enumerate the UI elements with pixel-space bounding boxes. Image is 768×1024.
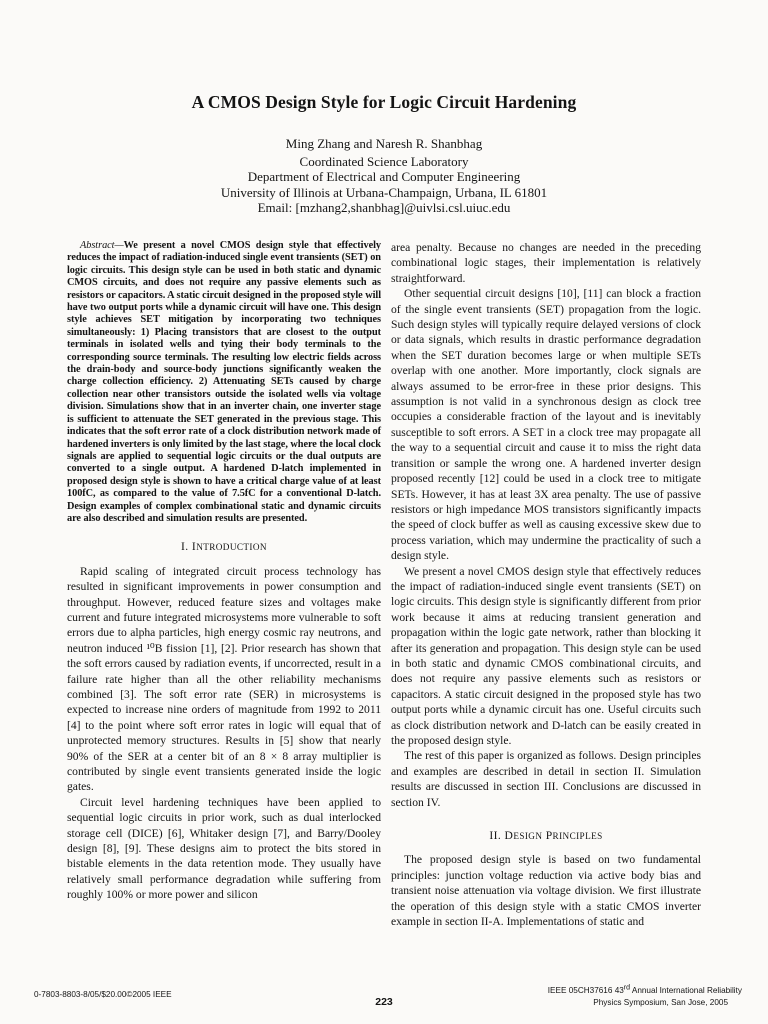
author-names: Ming Zhang and Naresh R. Shanbhag <box>285 136 483 151</box>
paragraph: The proposed design style is based on two fundamental principles: junction voltage reduction via active body bias and transient noise attenuation via voltage division. We first illustrate the operation of this design style with a static CMOS inverter example in section II-A. Implementations of static and <box>391 853 701 929</box>
section-heading-introduction: I. INTRODUCTION <box>181 540 267 554</box>
paragraph: Other sequential circuit designs [10], [11] can block a fraction of the single event transients (SET) propagation from the logic. Such design styles will typically require delayed versions of clock or data signals, which results in drastic performance degradation when the SET duration becomes large or when multiple SETs overlap with one another. More importantly, clock signals are always assumed to be error-free in these prior designs. This assumption is not valid in a synchronous design as clock tree occupies a considerable fraction of the layout and is inevitably susceptible to soft errors. A SET in a clock tree may propagate all the way to a sequential circuit and cause it to miss the right data transition or sample the wrong one. A hardened inverter design proposed recently [12] could be used in a clock tree to mitigate SETs. However, it has at least 3X area penalty. The use of passive resistors or high impedance MOS transistors significantly impacts the speed of clock buffer as well as causing excessive skew due to process variation, which may undermine the practicality of such a design style. <box>391 287 701 563</box>
left-column <box>67 240 381 903</box>
conference-info: IEEE 05CH37616 43rd Annual International Reliability Physics Symposium, San Jose, 2005 <box>547 984 742 1007</box>
affiliation-line: Department of Electrical and Computer Engineering <box>247 169 521 184</box>
abstract <box>67 240 381 525</box>
author-block <box>0 136 768 216</box>
paragraph: We present a novel CMOS design style that effectively reduces the impact of radiation-induced single event transients (SET) on logic circuits. This design style is significantly different from prior work because it aims at reducing transient generation and propagation within the logic gate network, rather than blocking it after its generation and propagation. This design style can be used in both static and dynamic CMOS combinational circuits, and does not require any passive elements such as resistors or capacitors. A static circuit designed in the proposed style has two output ports while a dynamic circuit has one. Useful circuits such as clock distribution network and D-latch can be easily created in the proposed design style. <box>391 564 701 747</box>
paragraph: Rapid scaling of integrated circuit process technology has resulted in significant improvements in power consumption and throughput. However, reduced feature sizes and voltages make current and future integrated microsystems more vulnerable to soft errors due to alpha particles, high energy cosmic ray neutrons, and neutron induced ¹⁰B fission [1], [2]. Prior research has shown that the soft errors caused by radiation events, if uncorrected, result in a failure rate higher than all the other reliability mechanisms combined [3]. The soft error rate (SER) in microsystems is expected to increase nine orders of magnitude from 1992 to 2011 [4] to the point where soft error rates in logic will equal that of unprotected memory structures. Results in [5] show that nearly 90% of the SER at a center bit of an 8 × 8 array multiplier is contributed by single event transients generated inside the logic gates. <box>67 564 381 794</box>
abstract-text: We present a novel CMOS design style that effectively reduces the impact of radiation-induced single event transients (SET) on logic circuits. This design style can be used in both static and dynamic CMOS circuits, and does not require any passive elements such as resistors or capacitors. A static circuit designed in the proposed style will have two output ports while a dynamic circuit will have one. This design style achieves SET mitigation by incorporating two techniques simultaneously: 1) Placing transistors that are closest to the output terminals in isolated wells and tying their body terminals to the corresponding source terminals. The resulting low electric fields across the drain-body and source-body junctions significantly weaken the charge collection efficiency. 2) Attenuating SETs caused by charge collection near other transistors outside the isolated wells via voltage division. Simulations show that in an inverter chain, one inverter stage is sufficient to attenuate the SET generated in the previous stage. This indicates that the soft error rate of a clock distribution network made of hardened inverters is only limited by the last stage, where the local clock signals are applied to sequential logic circuits or the dual outputs are converted to a single output. A hardened D-latch implemented in proposed design style is shown to have a critical charge value of at least 100fC, as compared to the value of 7.5fC for a conventional D-latch. Design examples of complex combinational static and dynamic circuits are also described and simulation results are presented. <box>67 240 382 524</box>
affiliation-line: Coordinated Science Laboratory <box>299 153 469 169</box>
abstract-label: Abstract— <box>80 240 124 251</box>
right-column <box>391 240 701 929</box>
section-heading-design-principles: II. DESIGN PRINCIPLES <box>489 829 603 843</box>
page-number: 223 <box>375 996 393 1008</box>
paragraph: The rest of this paper is organized as follows. Design principles and examples are described in detail in section II. Simulation results are discussed in section III. Conclusions are discussed in section IV. <box>391 749 701 809</box>
copyright-notice: 0-7803-8803-8/05/$20.00©2005 IEEE <box>34 990 172 999</box>
paragraph: area penalty. Because no changes are needed in the preceding combinational logic stages, their implementation is relatively straightforward. <box>391 241 701 285</box>
author-email: Email: [mzhang2,shanbhag]@uivlsi.csl.uiuc.edu <box>257 200 511 215</box>
paper-title: A CMOS Design Style for Logic Circuit Hardening <box>191 92 577 112</box>
paragraph: Circuit level hardening techniques have been applied to sequential logic circuits in prior work, such as dual interlocked storage cell (DICE) [6], Whitaker design [7], and Barry/Dooley design [8], [9]. These designs aim to protect the bits stored in bistable elements in the data retention mode. They usually have relatively small performance degradation while suffering from roughly 100% or more power and silicon <box>67 795 381 902</box>
affiliation-line: University of Illinois at Urbana-Champaign, Urbana, IL 61801 <box>220 184 548 200</box>
